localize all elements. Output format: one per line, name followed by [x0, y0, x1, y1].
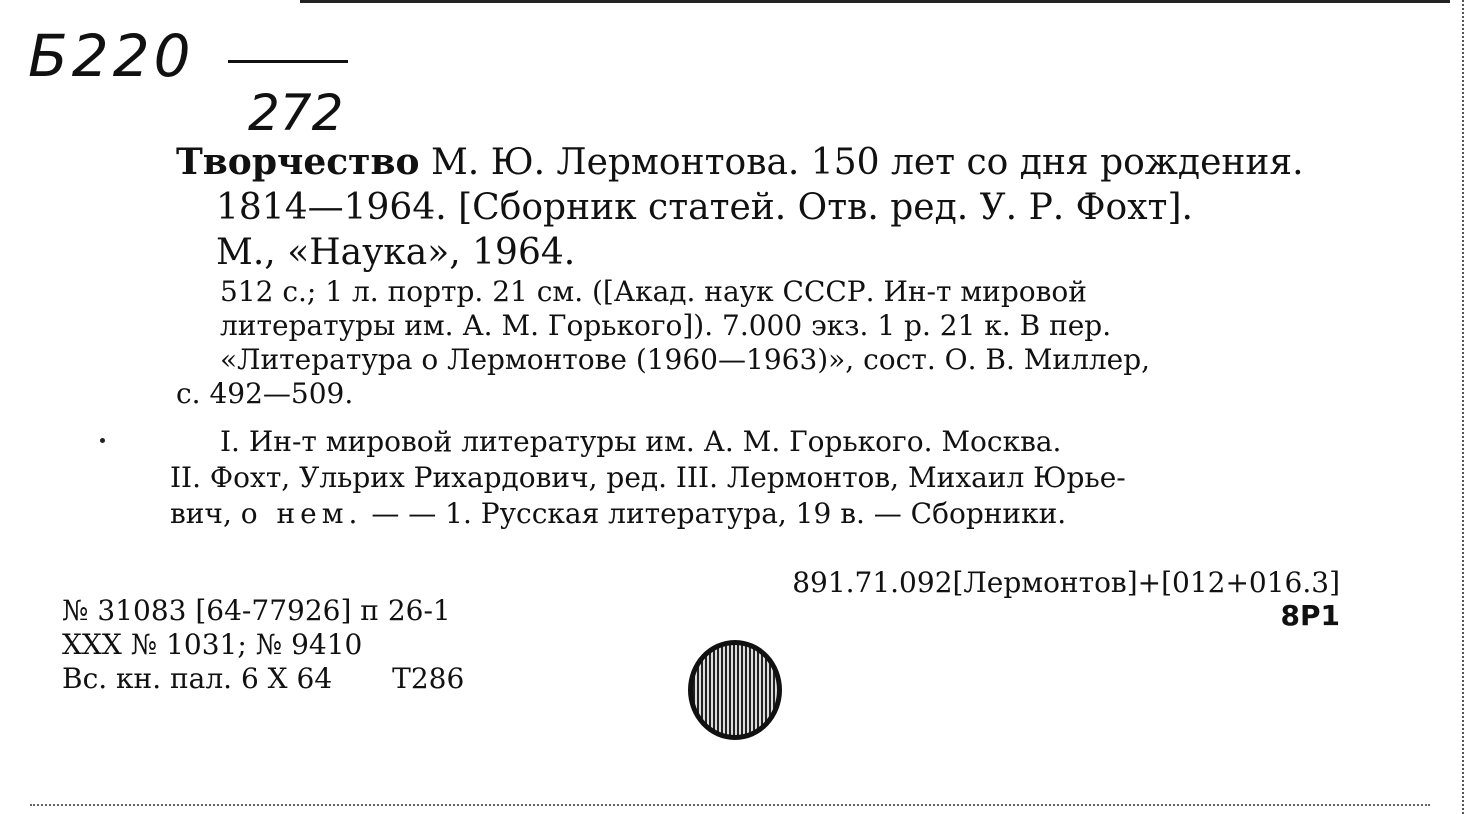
footer-line-2: XXX № 1031; № 9410	[62, 628, 363, 661]
heading-line-2: 1814—1964. [Сборник статей. Отв. ред. У. Р. Фохт].	[216, 187, 1193, 228]
detail-line-1: 512 с.; 1 л. портр. 21 см. ([Акад. наук СССР. Ин-т мировой	[220, 275, 1087, 308]
detail-line-4: с. 492—509.	[176, 377, 354, 410]
heading-title-word: Творчество	[176, 141, 420, 183]
footer-line-3-a: Вс. кн. пал. 6 X 64	[62, 662, 333, 695]
card-right-border	[1462, 0, 1464, 814]
heading-line-1	[176, 140, 1346, 185]
footer-line-3	[62, 662, 464, 696]
bibliographic-entry	[176, 140, 1346, 411]
heading-title-rest: М. Ю. Лермонтова. 150 лет со дня рождения.	[419, 142, 1304, 183]
shelf-mark-fraction-line	[228, 60, 348, 63]
tracing-line-1: I. Ин-т мировой литературы им. А. М. Горького. Москва.	[220, 425, 1062, 458]
classification-block	[792, 566, 1340, 632]
card-bottom-border	[30, 804, 1430, 806]
udc-code: 891.71.092[Лермонтов]+[012+016.3]	[792, 566, 1340, 599]
tracing-line-3-end: — — 1. Русская литература, 19 в. — Сборники.	[362, 497, 1067, 530]
bbk-code: 8Р1	[1280, 599, 1340, 632]
shelf-mark-bottom: 272	[248, 84, 344, 142]
shelf-mark	[28, 22, 368, 142]
stray-mark	[100, 438, 105, 443]
footer-line-3-b: T286	[392, 662, 465, 695]
card-footer	[62, 594, 464, 696]
detail-line-3: «Литература о Лермонтове (1960—1963)», сост. О. В. Миллер,	[220, 343, 1151, 376]
heading-line-3: М., «Наука», 1964.	[216, 232, 576, 273]
subject-tracings	[170, 424, 1350, 532]
punch-hole	[688, 640, 782, 740]
tracing-line-2: II. Фохт, Ульрих Рихардович, ред. III. Лермонтов, Михаил Юрье-	[170, 461, 1126, 494]
card-top-border	[300, 0, 1450, 9]
tracing-line-3	[170, 496, 1350, 532]
detail-line-2: литературы им. А. М. Горького]). 7.000 экз. 1 р. 21 к. В пер.	[220, 309, 1112, 342]
tracing-line-3-start: вич,	[170, 497, 241, 530]
tracing-line-3-spaced: о нем.	[240, 497, 363, 530]
shelf-mark-top: Б220	[28, 22, 195, 90]
footer-line-1: № 31083 [64-77926] п 26-1	[62, 594, 451, 627]
